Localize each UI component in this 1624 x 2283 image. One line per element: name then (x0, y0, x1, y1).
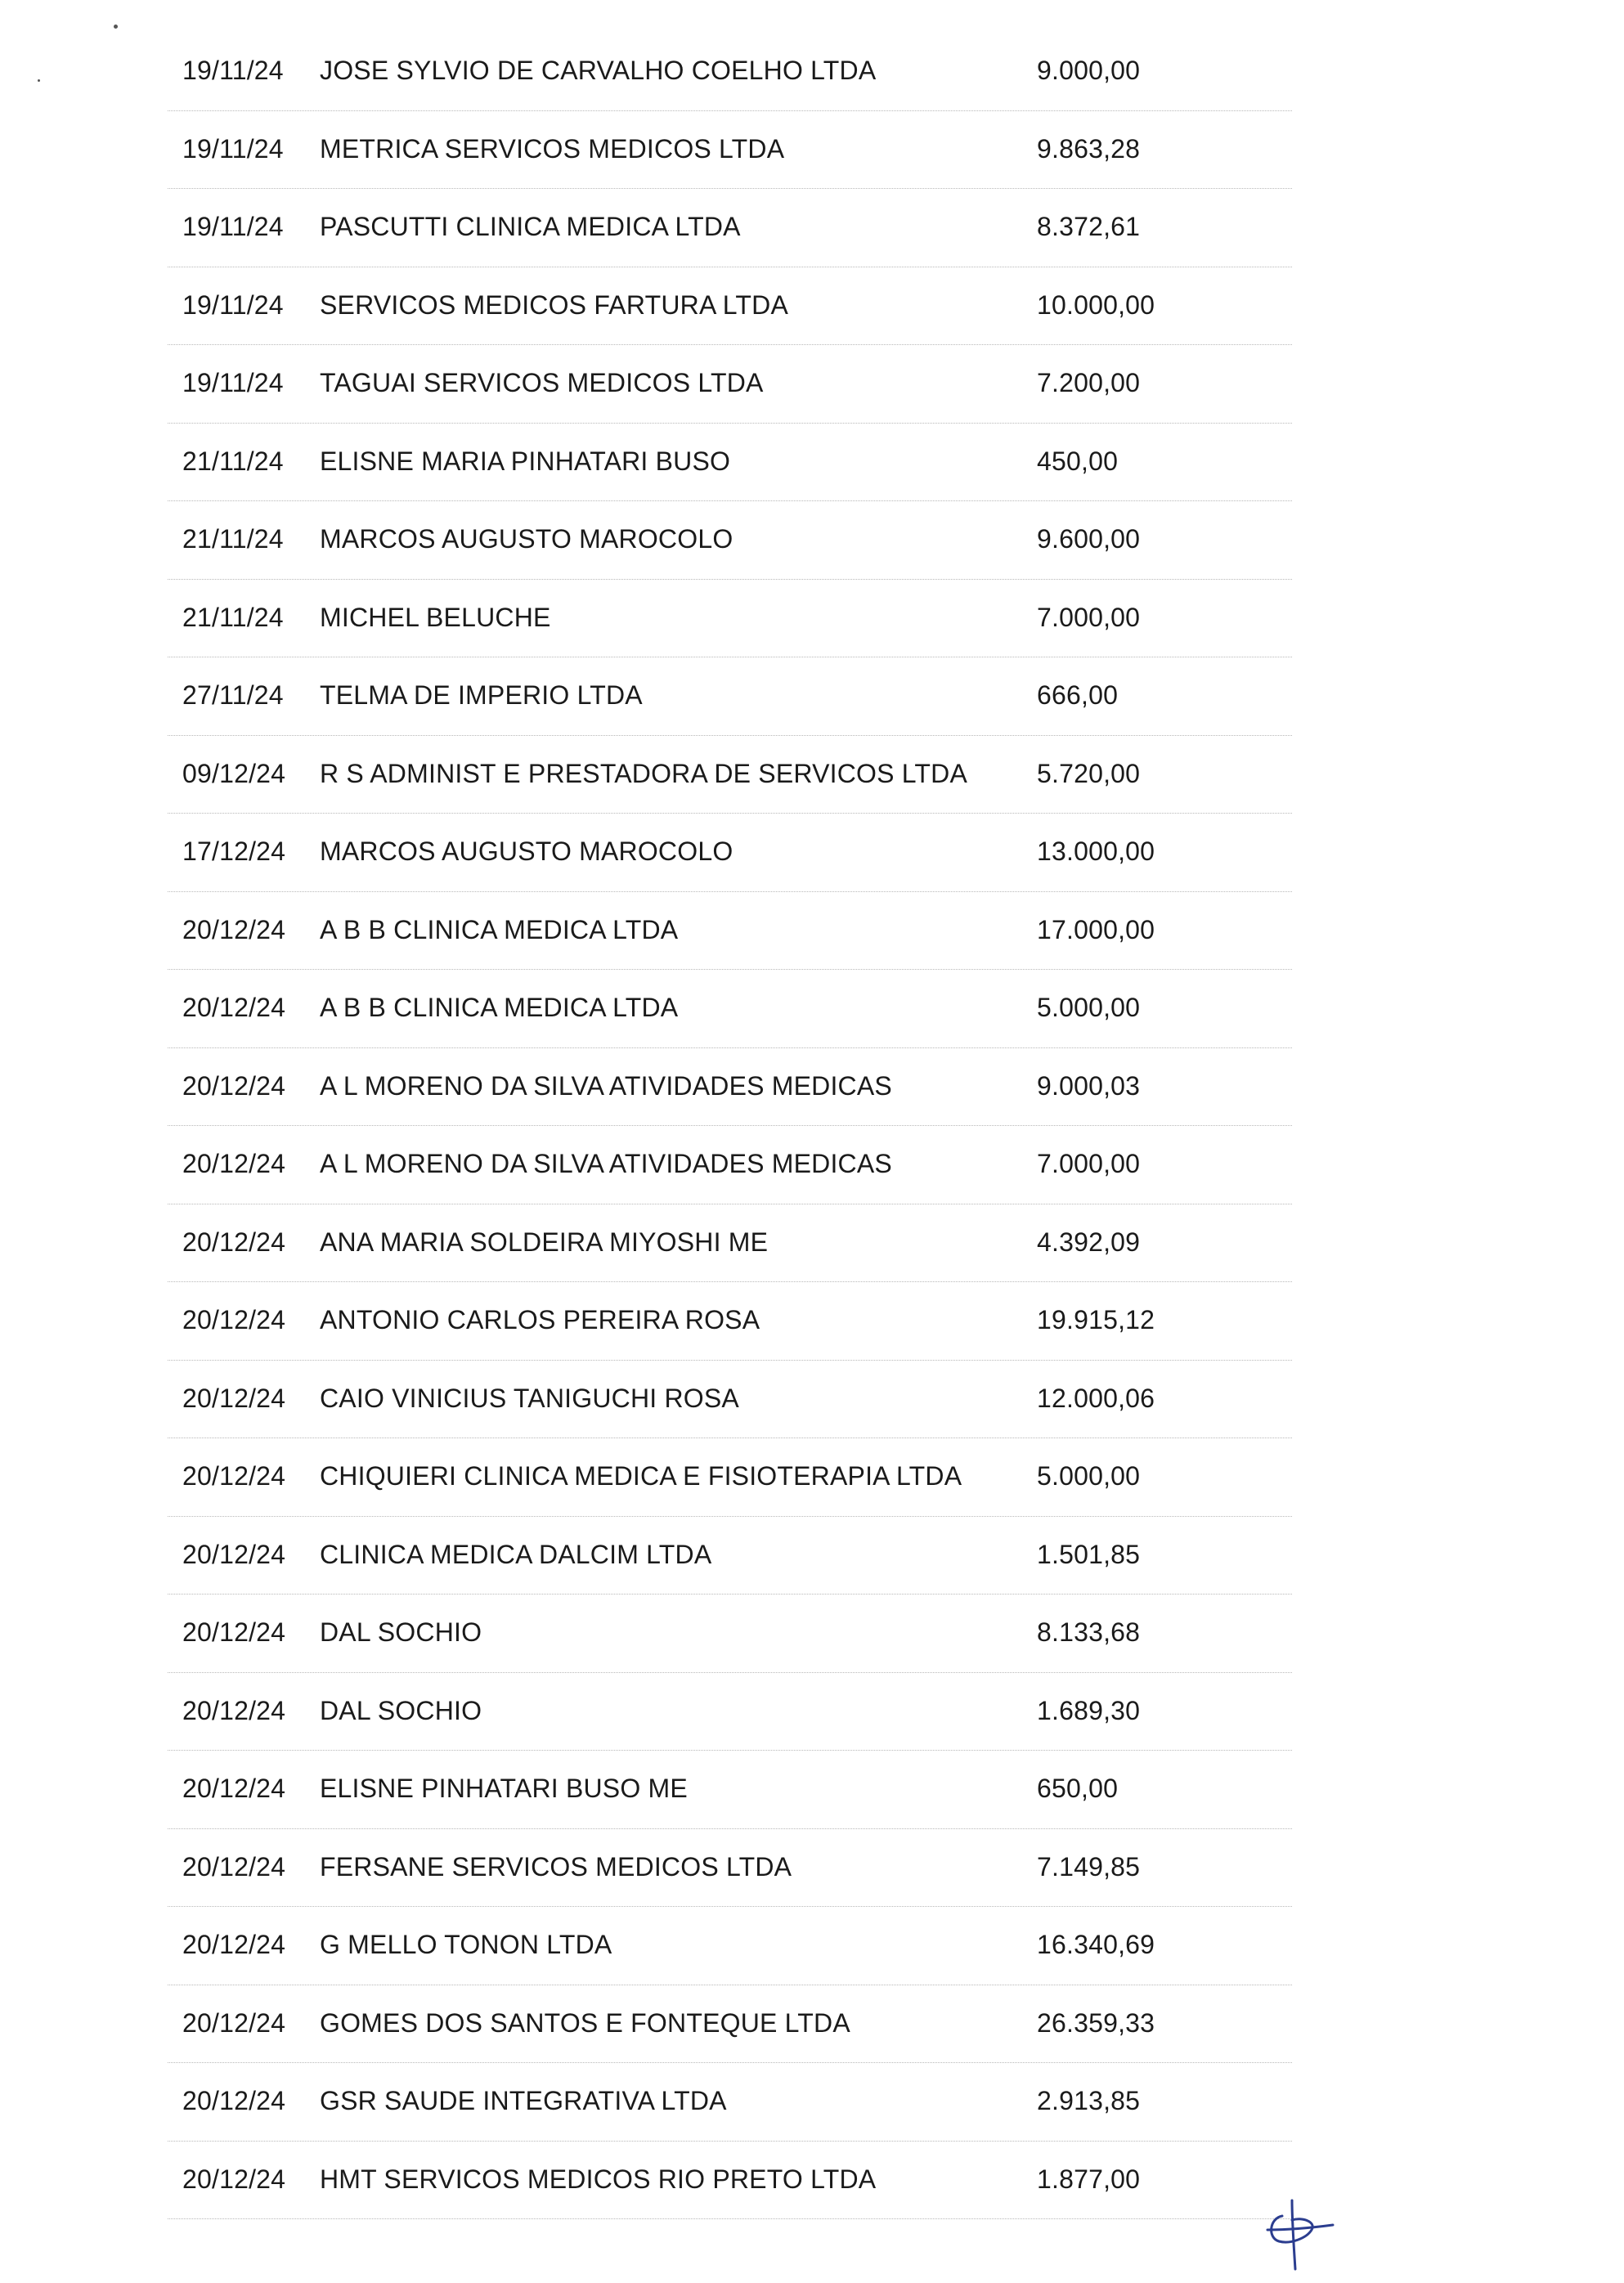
row-payee-name: MARCOS AUGUSTO MAROCOLO (320, 837, 733, 866)
ledger-row (168, 1829, 1292, 1908)
row-date: 20/12/24 (182, 1851, 286, 1882)
row-amount: 650,00 (1037, 1774, 1119, 1803)
row-date: 20/12/24 (182, 1383, 286, 1413)
row-payee-name: CHIQUIERI CLINICA MEDICA E FISIOTERAPIA LTDA (320, 1461, 962, 1491)
row-date: 20/12/24 (182, 1149, 286, 1178)
row-date: 20/12/24 (182, 993, 286, 1022)
ledger-row (168, 1361, 1292, 1439)
row-payee-name: HMT SERVICOS MEDICOS RIO PRETO LTDA (320, 2164, 877, 2194)
row-date: 19/11/24 (182, 133, 284, 164)
row-date: 17/12/24 (182, 837, 286, 866)
row-amount: 2.913,85 (1037, 2086, 1141, 2115)
row-payee-name: R S ADMINIST E PRESTADORA DE SERVICOS LTDA (320, 758, 967, 788)
row-payee-name: DAL SOCHIO (320, 1695, 482, 1725)
row-payee-name: A L MORENO DA SILVA ATIVIDADES MEDICAS (320, 1149, 892, 1178)
row-payee-name: METRICA SERVICOS MEDICOS LTDA (320, 133, 785, 164)
row-date: 20/12/24 (182, 2086, 286, 2115)
ledger-row (168, 892, 1292, 971)
payment-ledger (168, 33, 1292, 2219)
ledger-row (168, 1282, 1292, 1361)
row-amount: 9.000,00 (1037, 56, 1141, 85)
ledger-row (168, 501, 1292, 580)
ledger-row (168, 111, 1292, 190)
row-amount: 1.689,30 (1037, 1695, 1141, 1725)
handwritten-initials-mark (1251, 2187, 1341, 2277)
ledger-row (168, 1673, 1292, 1751)
row-amount: 16.340,69 (1037, 1930, 1155, 1959)
ledger-row (168, 1204, 1292, 1283)
ledger-row (168, 1985, 1292, 2064)
row-amount: 1.501,85 (1037, 1539, 1141, 1569)
row-payee-name: MICHEL BELUCHE (320, 602, 551, 632)
row-date: 21/11/24 (182, 602, 284, 632)
row-payee-name: ANA MARIA SOLDEIRA MIYOSHI ME (320, 1227, 769, 1257)
ledger-row (168, 1751, 1292, 1829)
row-amount: 9.000,03 (1037, 1070, 1141, 1101)
ledger-row (168, 1126, 1292, 1204)
row-amount: 9.600,00 (1037, 524, 1141, 554)
row-payee-name: GSR SAUDE INTEGRATIVA LTDA (320, 2086, 727, 2115)
ledger-row (168, 345, 1292, 424)
row-amount: 17.000,00 (1037, 914, 1155, 944)
row-date: 19/11/24 (182, 289, 284, 320)
ledger-row (168, 1595, 1292, 1673)
row-payee-name: MARCOS AUGUSTO MAROCOLO (320, 524, 733, 554)
row-amount: 10.000,00 (1037, 289, 1155, 320)
row-payee-name: CAIO VINICIUS TANIGUCHI ROSA (320, 1383, 739, 1413)
row-amount: 450,00 (1037, 446, 1119, 476)
row-payee-name: TELMA DE IMPERIO LTDA (320, 680, 643, 710)
row-date: 21/11/24 (182, 524, 284, 554)
row-date: 20/12/24 (182, 1930, 286, 1959)
ledger-row (168, 2142, 1292, 2220)
row-amount: 7.149,85 (1037, 1851, 1141, 1882)
row-date: 27/11/24 (182, 680, 284, 710)
ledger-row (168, 970, 1292, 1048)
ledger-row (168, 33, 1292, 111)
ledger-row (168, 424, 1292, 502)
row-date: 09/12/24 (182, 758, 286, 788)
ledger-row (168, 1438, 1292, 1517)
row-date: 20/12/24 (182, 2007, 286, 2038)
row-payee-name: PASCUTTI CLINICA MEDICA LTDA (320, 212, 741, 241)
row-payee-name: DAL SOCHIO (320, 1617, 482, 1647)
row-payee-name: A B B CLINICA MEDICA LTDA (320, 993, 679, 1022)
ledger-row (168, 580, 1292, 658)
row-amount: 5.720,00 (1037, 758, 1141, 788)
ledger-row (168, 1517, 1292, 1595)
row-payee-name: A B B CLINICA MEDICA LTDA (320, 914, 679, 944)
row-payee-name: ANTONIO CARLOS PEREIRA ROSA (320, 1305, 760, 1334)
row-amount: 7.200,00 (1037, 368, 1141, 397)
ledger-row (168, 267, 1292, 346)
row-amount: 19.915,12 (1037, 1305, 1155, 1334)
ledger-row (168, 189, 1292, 267)
row-amount: 26.359,33 (1037, 2007, 1155, 2038)
ledger-row (168, 736, 1292, 814)
row-payee-name: G MELLO TONON LTDA (320, 1930, 612, 1959)
row-amount: 7.000,00 (1037, 602, 1141, 632)
row-amount: 4.392,09 (1037, 1227, 1141, 1257)
row-payee-name: A L MORENO DA SILVA ATIVIDADES MEDICAS (320, 1070, 892, 1101)
row-amount: 5.000,00 (1037, 1461, 1141, 1491)
row-amount: 666,00 (1037, 680, 1119, 710)
row-date: 19/11/24 (182, 368, 284, 397)
row-amount: 1.877,00 (1037, 2164, 1141, 2194)
scan-speck (114, 25, 118, 29)
row-date: 20/12/24 (182, 1305, 286, 1334)
row-payee-name: CLINICA MEDICA DALCIM LTDA (320, 1539, 712, 1569)
row-date: 21/11/24 (182, 446, 284, 476)
row-date: 20/12/24 (182, 1695, 286, 1725)
row-amount: 5.000,00 (1037, 993, 1141, 1022)
row-date: 20/12/24 (182, 2164, 286, 2194)
row-date: 20/12/24 (182, 1070, 286, 1101)
row-date: 20/12/24 (182, 1227, 286, 1257)
ledger-row (168, 657, 1292, 736)
ledger-row (168, 2063, 1292, 2142)
row-payee-name: FERSANE SERVICOS MEDICOS LTDA (320, 1851, 792, 1882)
row-amount: 13.000,00 (1037, 837, 1155, 866)
ledger-row (168, 1907, 1292, 1985)
row-payee-name: GOMES DOS SANTOS E FONTEQUE LTDA (320, 2007, 850, 2038)
ledger-row (168, 1048, 1292, 1127)
row-date: 19/11/24 (182, 56, 284, 85)
row-payee-name: ELISNE PINHATARI BUSO ME (320, 1774, 688, 1803)
row-amount: 12.000,06 (1037, 1383, 1155, 1413)
row-date: 20/12/24 (182, 1774, 286, 1803)
row-amount: 8.133,68 (1037, 1617, 1141, 1647)
ledger-row (168, 814, 1292, 892)
row-payee-name: JOSE SYLVIO DE CARVALHO COELHO LTDA (320, 56, 877, 85)
row-amount: 9.863,28 (1037, 133, 1141, 164)
row-date: 20/12/24 (182, 1617, 286, 1647)
row-date: 20/12/24 (182, 914, 286, 944)
row-date: 19/11/24 (182, 212, 284, 241)
scan-speck (38, 79, 40, 82)
row-payee-name: SERVICOS MEDICOS FARTURA LTDA (320, 289, 789, 320)
row-amount: 7.000,00 (1037, 1149, 1141, 1178)
row-payee-name: TAGUAI SERVICOS MEDICOS LTDA (320, 368, 764, 397)
row-date: 20/12/24 (182, 1539, 286, 1569)
row-date: 20/12/24 (182, 1461, 286, 1491)
row-payee-name: ELISNE MARIA PINHATARI BUSO (320, 446, 731, 476)
row-amount: 8.372,61 (1037, 212, 1141, 241)
